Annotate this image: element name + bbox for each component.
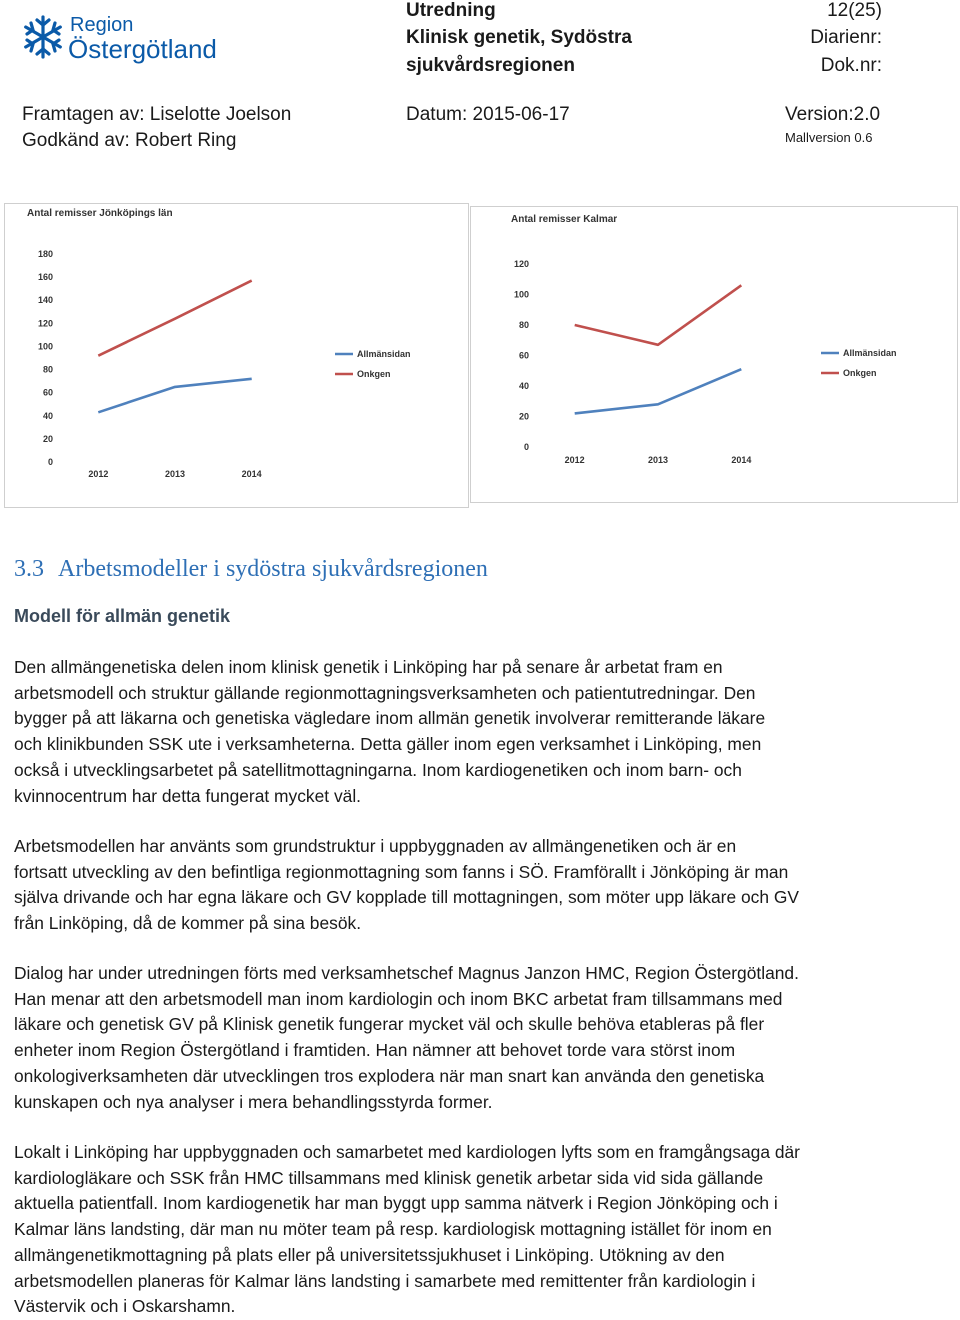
text-line: Lokalt i Linköping har uppbyggnaden och samarbetet med kardiologen lyfts som en framgångsaga där — [14, 1142, 800, 1162]
text-line: Dialog har under utredningen förts med verksamhetschef Magnus Janzon HMC, Region Östergötland. — [14, 963, 799, 983]
paragraph-4 — [14, 1140, 944, 1320]
doc-type: Utredning — [406, 0, 496, 21]
y-tick-label: 100 — [513, 289, 529, 300]
series-line-onkgen — [575, 285, 742, 345]
chart-jonkoping — [4, 203, 469, 508]
x-tick-label: 2014 — [241, 469, 262, 479]
text-line: onkologiverksamheten där utvecklingen tros explodera när man snart kan använda den genetiska — [14, 1065, 765, 1086]
legend-label: Onkgen — [357, 369, 391, 379]
text-line: själva drivande och har egna läkare och GV kopplade till mottagningen, som möter upp läkare och GV — [14, 887, 799, 908]
paragraph-2 — [14, 834, 944, 937]
godkand-av: Godkänd av: Robert Ring — [22, 130, 237, 151]
text-line: allmängenetikmottagning på plats eller på universitetssjukhuset i Linköping. Utökning av den — [14, 1244, 725, 1265]
chart-kalmar-svg — [471, 207, 957, 502]
text-line: kunskapen och nya analyser i mera behandlingsstyrda former. — [14, 1091, 493, 1112]
y-tick-label: 100 — [37, 341, 53, 352]
text-line: också i utvecklingsarbetet på satellitmottagningarna. Inom kardiogenetiken och inom barn- och — [14, 759, 742, 780]
y-tick-label: 160 — [37, 272, 53, 283]
x-tick-label: 2013 — [647, 455, 669, 465]
series-line-onkgen — [98, 281, 251, 356]
series-line-allmänsidan — [98, 379, 251, 413]
y-tick-label: 140 — [37, 295, 53, 306]
text-line: från Linköping, då de kommer på sina besök. — [14, 913, 362, 934]
chart-title: Antal remisser Jönköpings län — [27, 208, 173, 219]
text-line: Arbetsmodellen har använts som grundstruktur i uppbyggnaden av allmängenetiken och är en — [14, 836, 737, 856]
y-tick-label: 60 — [518, 350, 529, 361]
legend-label: Allmänsidan — [843, 348, 897, 358]
text-line: Han menar att den arbetsmodell man inom kardiologin och inom BKC arbetat fram tillsammans med — [14, 988, 783, 1009]
text-line: aktuella patientfall. Inom kardiogenetik har man byggt upp samma nätverk i Region Jönköping och i — [14, 1193, 778, 1214]
snowflake-logo-icon — [20, 14, 66, 60]
y-tick-label: 0 — [47, 457, 53, 467]
paragraph-3 — [14, 961, 944, 1115]
chart-jonkoping-svg — [5, 204, 468, 507]
y-tick-label: 120 — [513, 259, 529, 269]
text-line: arbetsmodellen planeras för Kalmar läns landsting i samarbete med remittenter från kardiologin i — [14, 1270, 756, 1291]
text-line: Västervik och i Oskarshamn. — [14, 1296, 236, 1317]
doknr-label: Dok.nr: — [820, 55, 882, 76]
text-line: enheter inom Region Östergötland i framtiden. Han nämner att behovet torde vara störst inom — [14, 1040, 736, 1061]
x-tick-label: 2012 — [88, 469, 109, 479]
text-line: Kalmar läns landsting, där man nu möter team på resp. kardiologisk mottagning istället för inom en — [14, 1219, 772, 1240]
framtagen-av: Framtagen av: Liselotte Joelson — [22, 104, 292, 125]
y-tick-label: 80 — [518, 320, 529, 330]
text-line: kardiologläkare och SSK från HMC tillsammans med klinisk genetik arbetar sida vid sida gällande — [14, 1167, 764, 1188]
y-tick-label: 40 — [42, 410, 53, 421]
diarienr-label: Diarienr: — [810, 27, 882, 48]
mallversion: Mallversion 0.6 — [785, 130, 873, 145]
chart-kalmar — [470, 206, 958, 503]
version: Version:2.0 — [785, 104, 881, 125]
logo-text-region: Region — [70, 14, 134, 36]
section-number: 3.3 — [14, 556, 44, 582]
y-tick-label: 60 — [42, 387, 53, 398]
page-number: 12(25) — [827, 0, 882, 21]
text-line: och klinikbunden SSK ute i verksamheterna. Detta gäller inom egen verksamhet i Linköping, men — [14, 734, 762, 755]
logo-text-ostergotland: Östergötland — [68, 34, 217, 64]
y-tick-label: 20 — [42, 433, 53, 444]
y-tick-label: 80 — [42, 364, 53, 375]
x-tick-label: 2012 — [564, 455, 585, 465]
chart-title: Antal remisser Kalmar — [511, 214, 618, 225]
legend-label: Allmänsidan — [357, 349, 411, 359]
series-line-allmänsidan — [575, 369, 742, 413]
x-tick-label: 2013 — [164, 469, 186, 479]
y-tick-label: 120 — [37, 318, 53, 329]
text-line: Den allmängenetiska delen inom klinisk genetik i Linköping har på senare år arbetat fram en — [14, 657, 723, 677]
section-title: Arbetsmodeller i sydöstra sjukvårdsregionen — [58, 556, 488, 582]
section-heading — [14, 556, 488, 583]
y-tick-label: 20 — [518, 411, 529, 422]
doc-title-line2: Klinisk genetik, Sydöstra — [406, 27, 632, 48]
text-line: bygger på att läkarna och genetiska vägledare inom allmän genetik involverar remitterande läkare — [14, 708, 766, 729]
text-line: läkare och genetisk GV på Klinisk genetik fungerar mycket väl och skulle behöva etableras på fler — [14, 1014, 765, 1035]
sub-heading: Modell för allmän genetik — [14, 606, 231, 626]
region-logo — [20, 12, 220, 67]
y-tick-label: 180 — [37, 249, 53, 259]
datum: Datum: 2015-06-17 — [406, 104, 570, 125]
paragraph-1 — [14, 655, 944, 809]
y-tick-label: 40 — [518, 381, 529, 391]
x-tick-label: 2014 — [731, 455, 752, 465]
y-tick-label: 0 — [523, 442, 529, 452]
legend-label: Onkgen — [843, 368, 877, 378]
text-line: kvinnocentrum har detta fungerat mycket väl. — [14, 785, 362, 806]
text-line: arbetsmodell och struktur gällande regionmottagningsverksamheten och patientutredningar. Den — [14, 682, 756, 703]
doc-title-line3: sjukvårdsregionen — [406, 55, 575, 76]
text-line: fortsatt utveckling av den befintliga regionmottagning som fanns i SÖ. Framförallt i Jönköping är man — [14, 861, 789, 882]
